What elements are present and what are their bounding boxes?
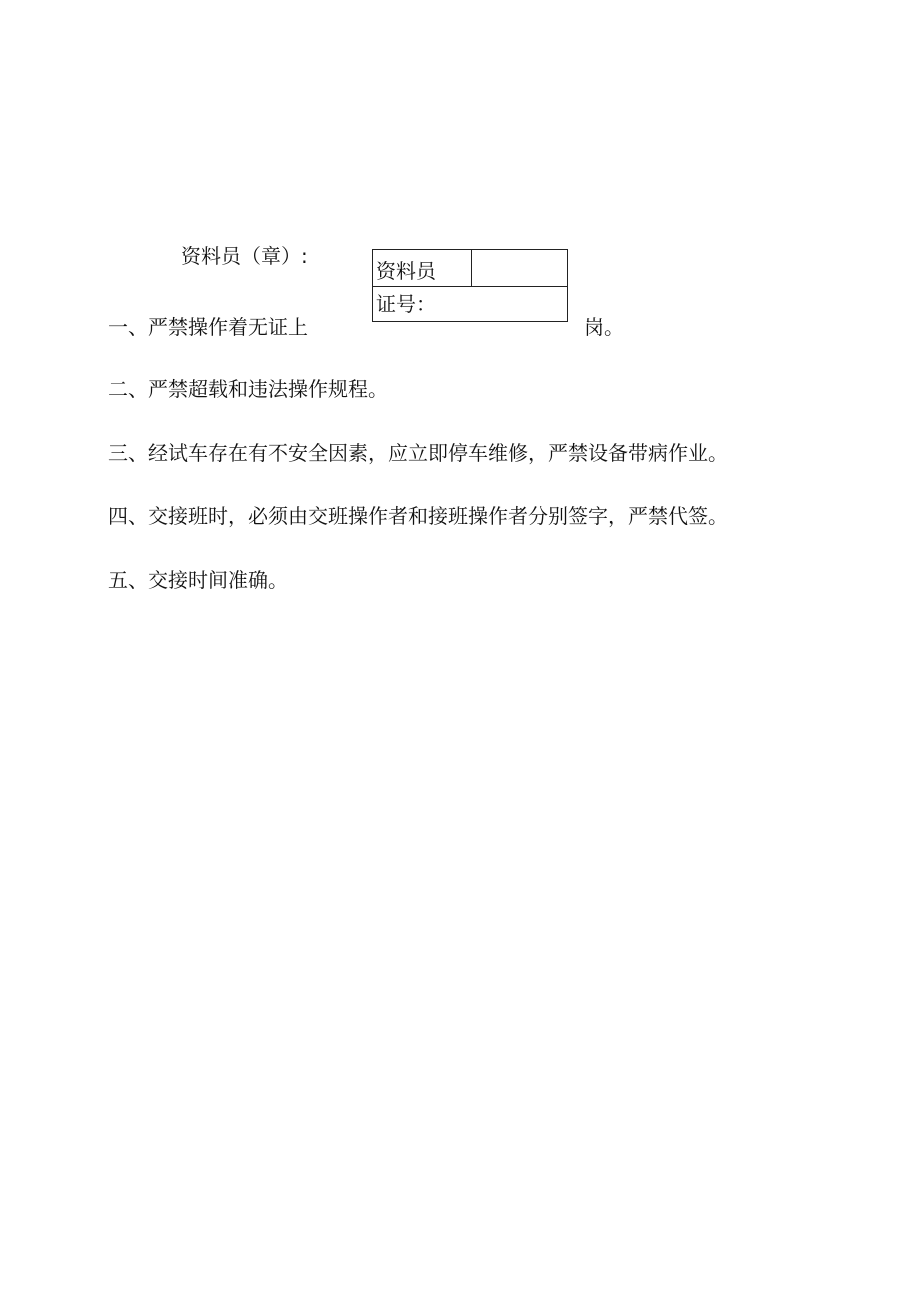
stamp-certificate-label: 证号： — [376, 292, 436, 316]
rule-3: 三、经试车存在有不安全因素，应立即停车维修，严禁设备带病作业。 — [108, 441, 728, 465]
rule-2: 二、严禁超载和违法操作规程。 — [108, 377, 388, 401]
rule-4: 四、交接班时，必须由交班操作者和接班操作者分别签字，严禁代签。 — [108, 504, 728, 528]
stamp-row-staff — [373, 250, 567, 287]
rule-1-suffix: 岗。 — [584, 315, 624, 339]
stamp-box — [372, 249, 568, 322]
rule-1: 一、严禁操作着无证上 — [108, 315, 308, 339]
stamp-row-certificate — [373, 286, 567, 321]
stamp-cell-divider — [471, 250, 472, 286]
signature-label: 资料员（章）: — [181, 244, 308, 268]
rule-5: 五、交接时间准确。 — [108, 568, 288, 592]
stamp-staff-label: 资料员 — [376, 259, 436, 283]
